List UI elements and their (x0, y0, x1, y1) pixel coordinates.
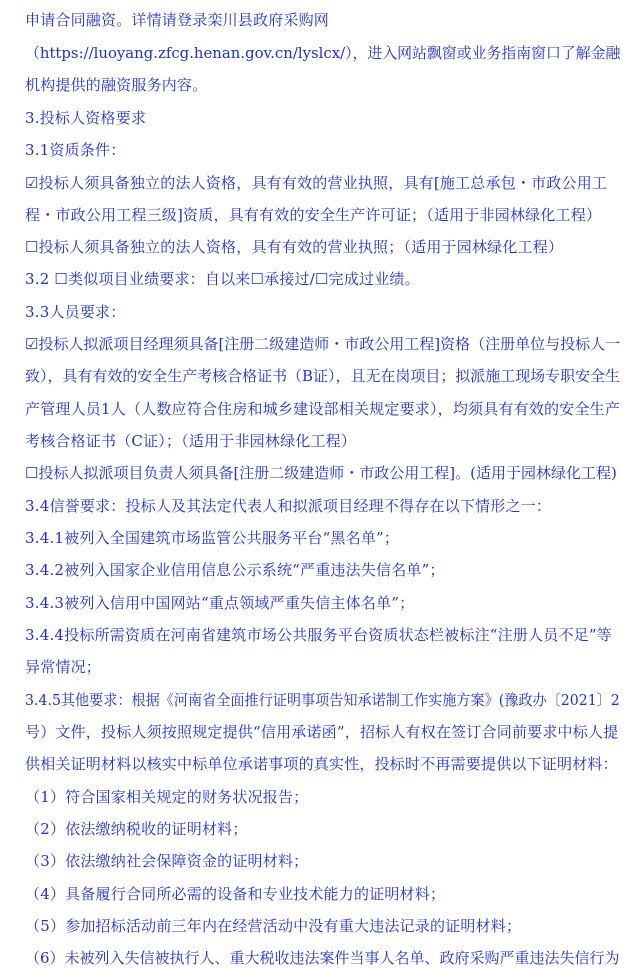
doc-line-url: （https://luoyang.zfcg.henan.gov.cn/lyslcx/），进入网站飘窗或业务指南窗口了解金融 (25, 44, 621, 62)
checked-item-personnel-line2: 致），具有有效的安全生产考核合格证书（B证），且无在岗项目；拟派施工现场专职安全生 (25, 367, 621, 385)
checked-item-qualification-line2: 程・市政公用工程三级]资质，具有有效的安全生产许可证；（适用于非园林绿化工程） (25, 206, 602, 224)
credit-item-3-4-1: 3.4.1被列入全国建筑市场监管公共服务平台“黑名单”； (25, 529, 400, 547)
credit-item-3-4-3: 3.4.3被列入信用中国网站“重点领域严重失信主体名单”； (25, 594, 415, 612)
checked-item-personnel-line3: 产管理人员1人（人数应符合住房和城乡建设部相关规定要求），均须具有有效的安全生产 (25, 400, 621, 418)
credit-item-3-4-2: 3.4.2被列入国家企业信用信息公示系统“严重违法失信名单”； (25, 561, 445, 579)
doc-line-financing: 申请合同融资。详情请登录栾川县政府采购网 (25, 11, 330, 29)
credit-item-3-4-5-line1: 3.4.5其他要求：根据《河南省全面推行证明事项告知承诺制工作实施方案》(豫政办〔2021〕2 (25, 691, 620, 709)
credit-item-3-4-4-line1: 3.4.4投标所需资质在河南省建筑市场公共服务平台资质状态栏被标注“注册人员不足”等 (25, 626, 612, 644)
unchecked-item-garden-personnel: ☐投标人拟派项目负责人须具备[注册二级建造师・市政公用工程]。(适用于园林绿化工程) (25, 464, 617, 482)
unchecked-item-garden-qualification: ☐投标人须具备独立的法人资格，具有有效的营业执照；（适用于园林绿化工程） (25, 238, 564, 256)
section-heading-bidder-qualification: 3.投标人资格要求 (25, 109, 147, 127)
credit-item-3-4-4-line2: 异常情况； (25, 658, 102, 676)
checked-item-personnel-line1: ☑投标人拟派项目经理须具备[注册二级建造师・市政公用工程]资格（注册单位与投标人一 (25, 335, 621, 353)
subheading-credit-requirements: 3.4信誉要求：投标人及其法定代表人和拟派项目经理不得存在以下情形之一： (25, 497, 552, 515)
proof-item-2: （2）依法缴纳税收的证明材料； (25, 820, 248, 838)
proof-item-3: （3）依法缴纳社会保障资金的证明材料； (25, 852, 309, 870)
proof-item-5: （5）参加招标活动前三年内在经营活动中没有重大违法记录的证明材料； (25, 917, 522, 935)
credit-item-3-4-5-line2: 号）文件，投标人须按照规定提供“信用承诺函”，招标人有权在签订合同前要求中标人提 (25, 723, 619, 741)
proof-item-4: （4）具备履行合同所必需的设备和专业技术能力的证明材料； (25, 885, 446, 903)
credit-item-3-4-5-line3: 供相关证明材料以核实中标单位承诺事项的真实性，投标时不再需要提供以下证明材料： (25, 755, 618, 773)
subheading-personnel-requirements: 3.3人员要求： (25, 303, 126, 321)
proof-item-6: （6）未被列入失信被执行人、重大税收违法案件当事人名单、政府采购严重违法失信行为 (25, 949, 620, 967)
checked-item-qualification-line1: ☑投标人须具备独立的法人资格，具有有效的营业执照，具有[施工总承包・市政公用工 (25, 174, 608, 192)
doc-line-financing-content: 机构提供的融资服务内容。 (25, 76, 208, 94)
similar-project-requirement: 3.2 ☐类似项目业绩要求：自以来☐承接过/☐完成过业绩。 (25, 270, 420, 288)
checked-item-personnel-line4: 考核合格证书（C证）；（适用于非园林绿化工程） (25, 432, 357, 450)
proof-item-1: （1）符合国家相关规定的财务状况报告； (25, 788, 309, 806)
subheading-qualification-conditions: 3.1资质条件： (25, 141, 126, 159)
